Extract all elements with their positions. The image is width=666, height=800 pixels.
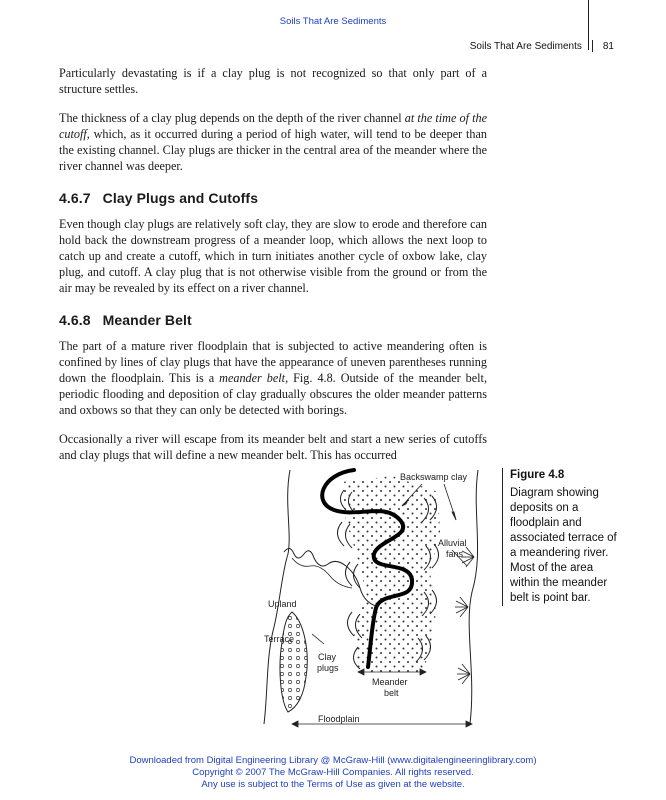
right-valley-wall (469, 470, 478, 724)
footer-terms[interactable]: Any use is subject to the Terms of Use as given at the website. (201, 779, 465, 790)
floodplain-diagram (262, 462, 497, 734)
label-meander: Meander (372, 677, 408, 687)
figure-caption-text: Diagram showing deposits on a floodplain and associated terrace of a meandering river. Most of the area within the meander belt is point bar. (510, 487, 617, 604)
running-head-divider (592, 40, 593, 52)
section-title: Meander Belt (102, 312, 192, 328)
tributary-channel-2 (292, 558, 352, 588)
paragraph-2-emphasis: at the time of the cutoff (59, 111, 487, 141)
paragraph-3: Even though clay plugs are relatively soft clay, they are slow to erode and therefore can hold back the downstream progress of a meander loop, which allows the next loop to catch up and create a cutoff, which in turn initiates another cycle of oxbow lake, clay plug, and cutoff. A clay plug that is not otherwise visible from the ground or from the air may be revealed by its effect on a river channel. (59, 217, 487, 295)
paragraph-4-part-a: The part of a mature river floodplain that is subjected to active meandering often is confined by lines of clay plugs that have the appearance of uneven parentheses running down the floodplain. This is a (59, 339, 487, 385)
label-belt: belt (384, 688, 399, 698)
top-header-link[interactable]: Soils That Are Sediments (279, 16, 387, 27)
label-upland: Upland (268, 599, 297, 609)
label-plugs: plugs (317, 663, 339, 673)
paragraph-4-emphasis: meander belt (219, 371, 286, 385)
label-backswamp-clay: Backswamp clay (400, 472, 468, 482)
footer-download-link[interactable]: Downloaded from Digital Engineering Library @ McGraw-Hill (www.digitalengineeringlibrary.com) (129, 755, 537, 766)
meander-belt-point-bar (342, 476, 440, 674)
body-text-column (59, 65, 487, 476)
figure-4-8-diagram (262, 462, 497, 734)
section-heading-clay-plugs (59, 190, 487, 206)
footer-copyright[interactable]: Copyright © 2007 The McGraw-Hill Companies. All rights reserved. (192, 767, 474, 778)
label-terrace: Terrace (264, 634, 295, 644)
label-floodplain: Floodplain (318, 714, 360, 724)
section-title: Clay Plugs and Cutoffs (102, 190, 259, 206)
paragraph-4 (59, 338, 487, 418)
page-number: 81 (602, 40, 614, 52)
label-fans: fans (446, 549, 464, 559)
section-number: 4.6.8 (59, 312, 91, 328)
footer-notice (0, 755, 666, 791)
label-alluvial: Alluvial (438, 538, 467, 548)
running-head (470, 40, 614, 52)
paragraph-2-part-a: The thickness of a clay plug depends on the depth of the river channel (59, 111, 405, 125)
terrace-area (280, 612, 307, 712)
figure-caption (502, 468, 622, 606)
label-clay: Clay (318, 652, 337, 662)
paragraph-2 (59, 110, 487, 174)
section-heading-meander-belt (59, 312, 487, 328)
running-head-title: Soils That Are Sediments (469, 40, 582, 52)
paragraph-1: Particularly devastating is if a clay plug is not recognized so that only part of a structure settles. (59, 66, 487, 96)
paragraph-2-part-b: , which, as it occurred during a period of high water, will tend to be deeper than the existing channel. Clay plugs are thicker in the central area of the meander where the river channel was deeper. (59, 127, 487, 173)
paragraph-4-part-b: , Fig. 4.8. Outside of the meander belt, periodic flooding and deposition of clay gradually obscures the older meander patterns and oxbows so that they can only be detected with borings. (59, 371, 487, 417)
paragraph-5: Occasionally a river will escape from its meander belt and start a new series of cutoffs and clay plugs that will define a new meander belt. This has occurred (59, 432, 487, 462)
section-number: 4.6.7 (59, 190, 91, 206)
figure-caption-title: Figure 4.8 (510, 469, 565, 481)
